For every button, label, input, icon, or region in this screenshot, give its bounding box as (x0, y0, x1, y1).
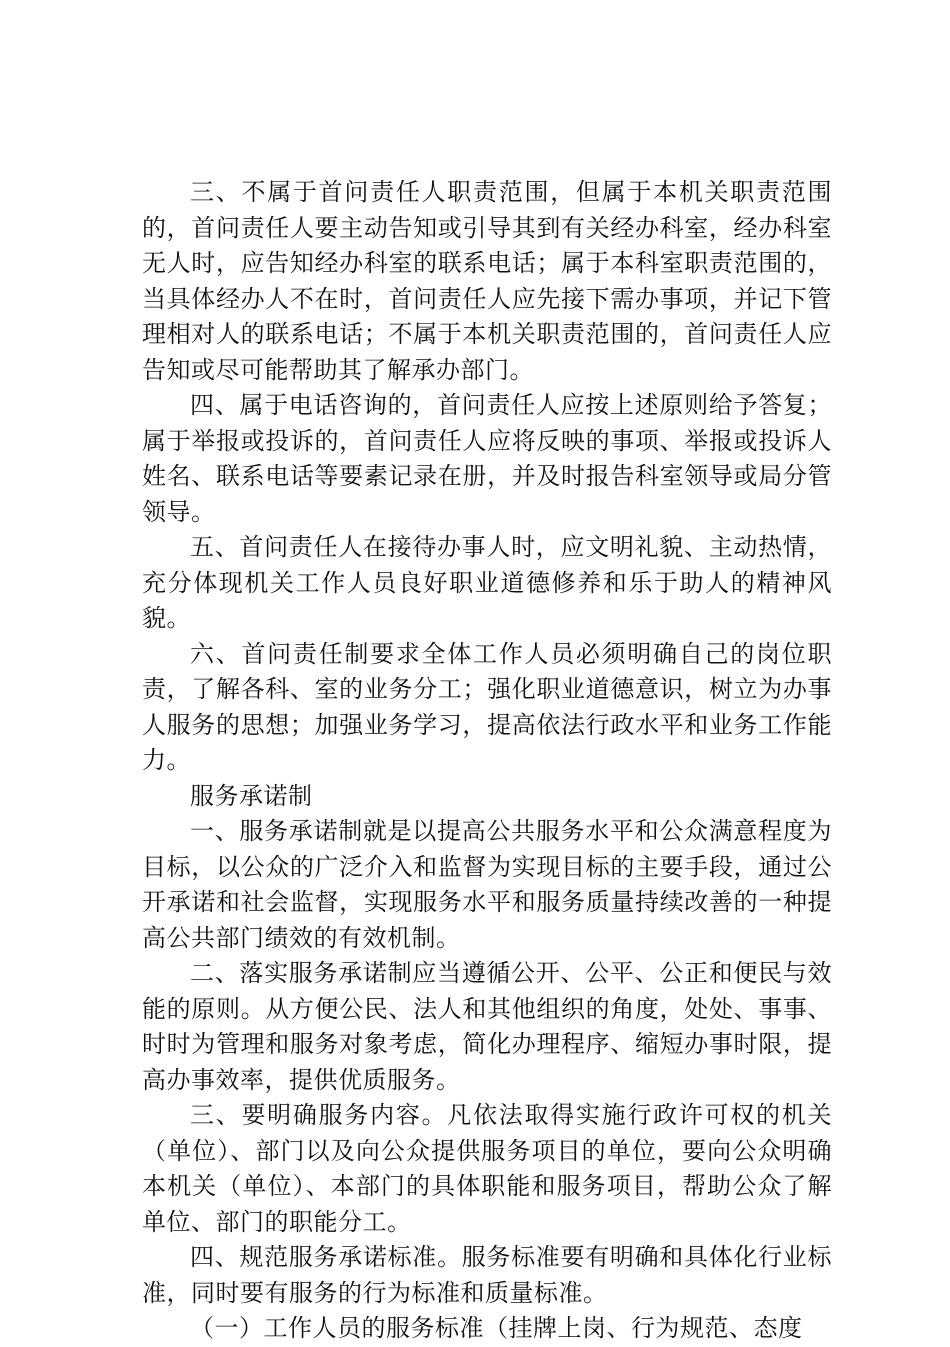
paragraph-first-inquiry-6: 六、首问责任制要求全体工作人员必须明确自己的岗位职责，了解各科、室的业务分工；强化职业道德意识，树立为办事人服务的思想；加强业务学习，提高依法行政水平和业务工作能力。 (142, 639, 832, 774)
paragraph-commitment-4: 四、规范服务承诺标准。服务标准要有明确和具体化行业标准，同时要有服务的行为标准和质量标准。 (142, 1243, 832, 1307)
paragraph-first-inquiry-5: 五、首问责任人在接待办事人时，应文明礼貌、主动热情，充分体现机关工作人员良好职业道德修养和乐于助人的精神风貌。 (142, 533, 832, 632)
paragraph-first-inquiry-4: 四、属于电话咨询的，首问责任人应按上述原则给予答复；属于举报或投诉的，首问责任人应将反映的事项、举报或投诉人姓名、联系电话等要素记录在册，并及时报告科室领导或局分管领导。 (142, 391, 832, 526)
document-body (142, 175, 832, 1347)
paragraph-commitment-4-sub-1: （一）工作人员的服务标准（挂牌上岗、行为规范、态度 (190, 1314, 803, 1342)
paragraph-commitment-1: 一、服务承诺制就是以提高公共服务水平和公众满意程度为目标，以公众的广泛介入和监督为实现目标的主要手段，通过公开承诺和社会监督，实现服务水平和服务质量持续改善的一种提高公共部门绩效的有效机制。 (142, 817, 832, 952)
paragraph-first-inquiry-3: 三、不属于首问责任人职责范围，但属于本机关职责范围的，首问责任人要主动告知或引导其到有关经办科室，经办科室无人时，应告知经办科室的联系电话；属于本科室职责范围的，当具体经办人不在时，首问责任人应先接下需办事项，并记下管理相对人的联系电话；不属于本机关职责范围的，首问责任人应告知或尽可能帮助其了解承办部门。 (142, 178, 832, 384)
paragraph-commitment-3: 三、要明确服务内容。凡依法取得实施行政许可权的机关（单位）、部门以及向公众提供服务项目的单位，要向公众明确本机关（单位）、本部门的具体职能和服务项目，帮助公众了解单位、部门的职能分工。 (142, 1101, 832, 1236)
paragraph-commitment-2: 二、落实服务承诺制应当遵循公开、公平、公正和便民与效能的原则。从方便公民、法人和其他组织的角度，处处、事事、时时为管理和服务对象考虑，简化办理程序、缩短办事时限，提高办事效率，提供优质服务。 (142, 959, 832, 1094)
section-heading-service-commitment: 服务承诺制 (190, 781, 313, 810)
